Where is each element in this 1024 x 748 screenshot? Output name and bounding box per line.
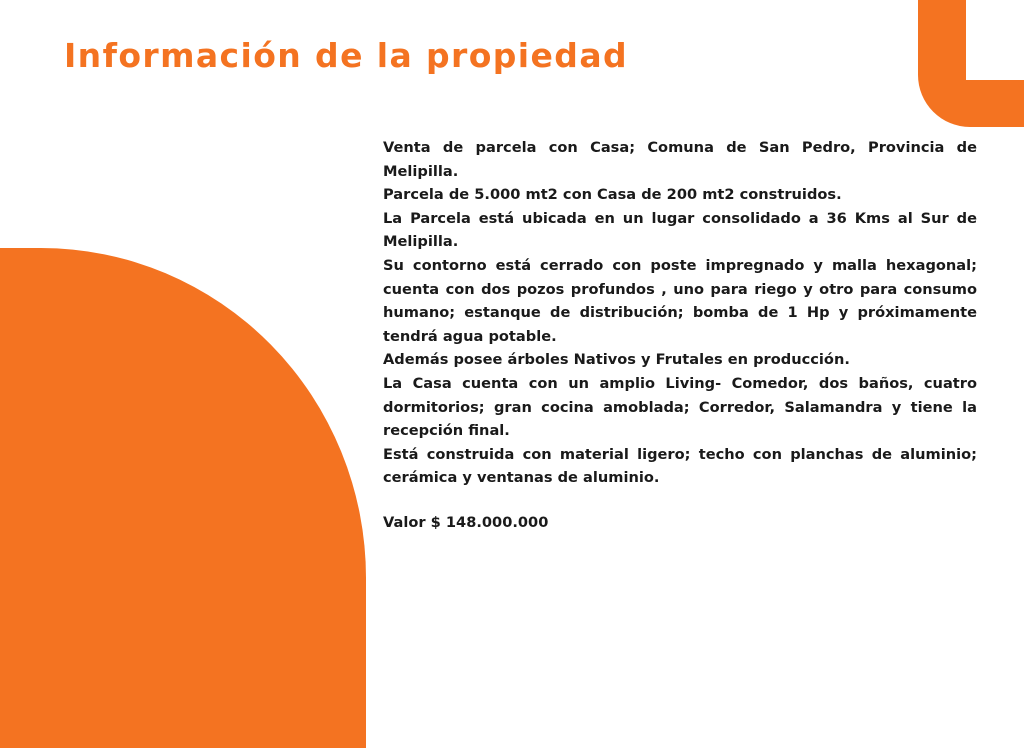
description-paragraph: Venta de parcela con Casa; Comuna de San Pedro, Provincia de Melipilla.: [383, 139, 977, 180]
page-title: Información de la propiedad: [64, 36, 629, 75]
description-paragraph: Su contorno está cerrado con poste impregnado y malla hexagonal; cuenta con dos pozos profundos , uno para riego y otro para consumo humano; estanque de distribución; bomba de 1 Hp y próximamente tendrá agua potable.: [383, 256, 977, 345]
decorative-orange-arc: [0, 248, 366, 748]
description-paragraph: La Casa cuenta con un amplio Living- Comedor, dos baños, cuatro dormitorios; gran cocina amoblada; Corredor, Salamandra y tiene la recepción final.: [383, 374, 977, 440]
price-value: Valor $ 148.000.000: [383, 514, 549, 531]
property-description: [383, 136, 977, 490]
description-paragraph: Está construida con material ligero; techo con planchas de aluminio; cerámica y ventanas de aluminio.: [383, 445, 977, 487]
description-paragraph: La Parcela está ubicada en un lugar consolidado a 36 Kms al Sur de Melipilla.: [383, 209, 977, 251]
description-paragraph: Además posee árboles Nativos y Frutales en producción.: [383, 351, 850, 369]
description-paragraph: Parcela de 5.000 mt2 con Casa de 200 mt2 construidos.: [383, 186, 842, 204]
decorative-corner-notch: [966, 0, 1024, 80]
